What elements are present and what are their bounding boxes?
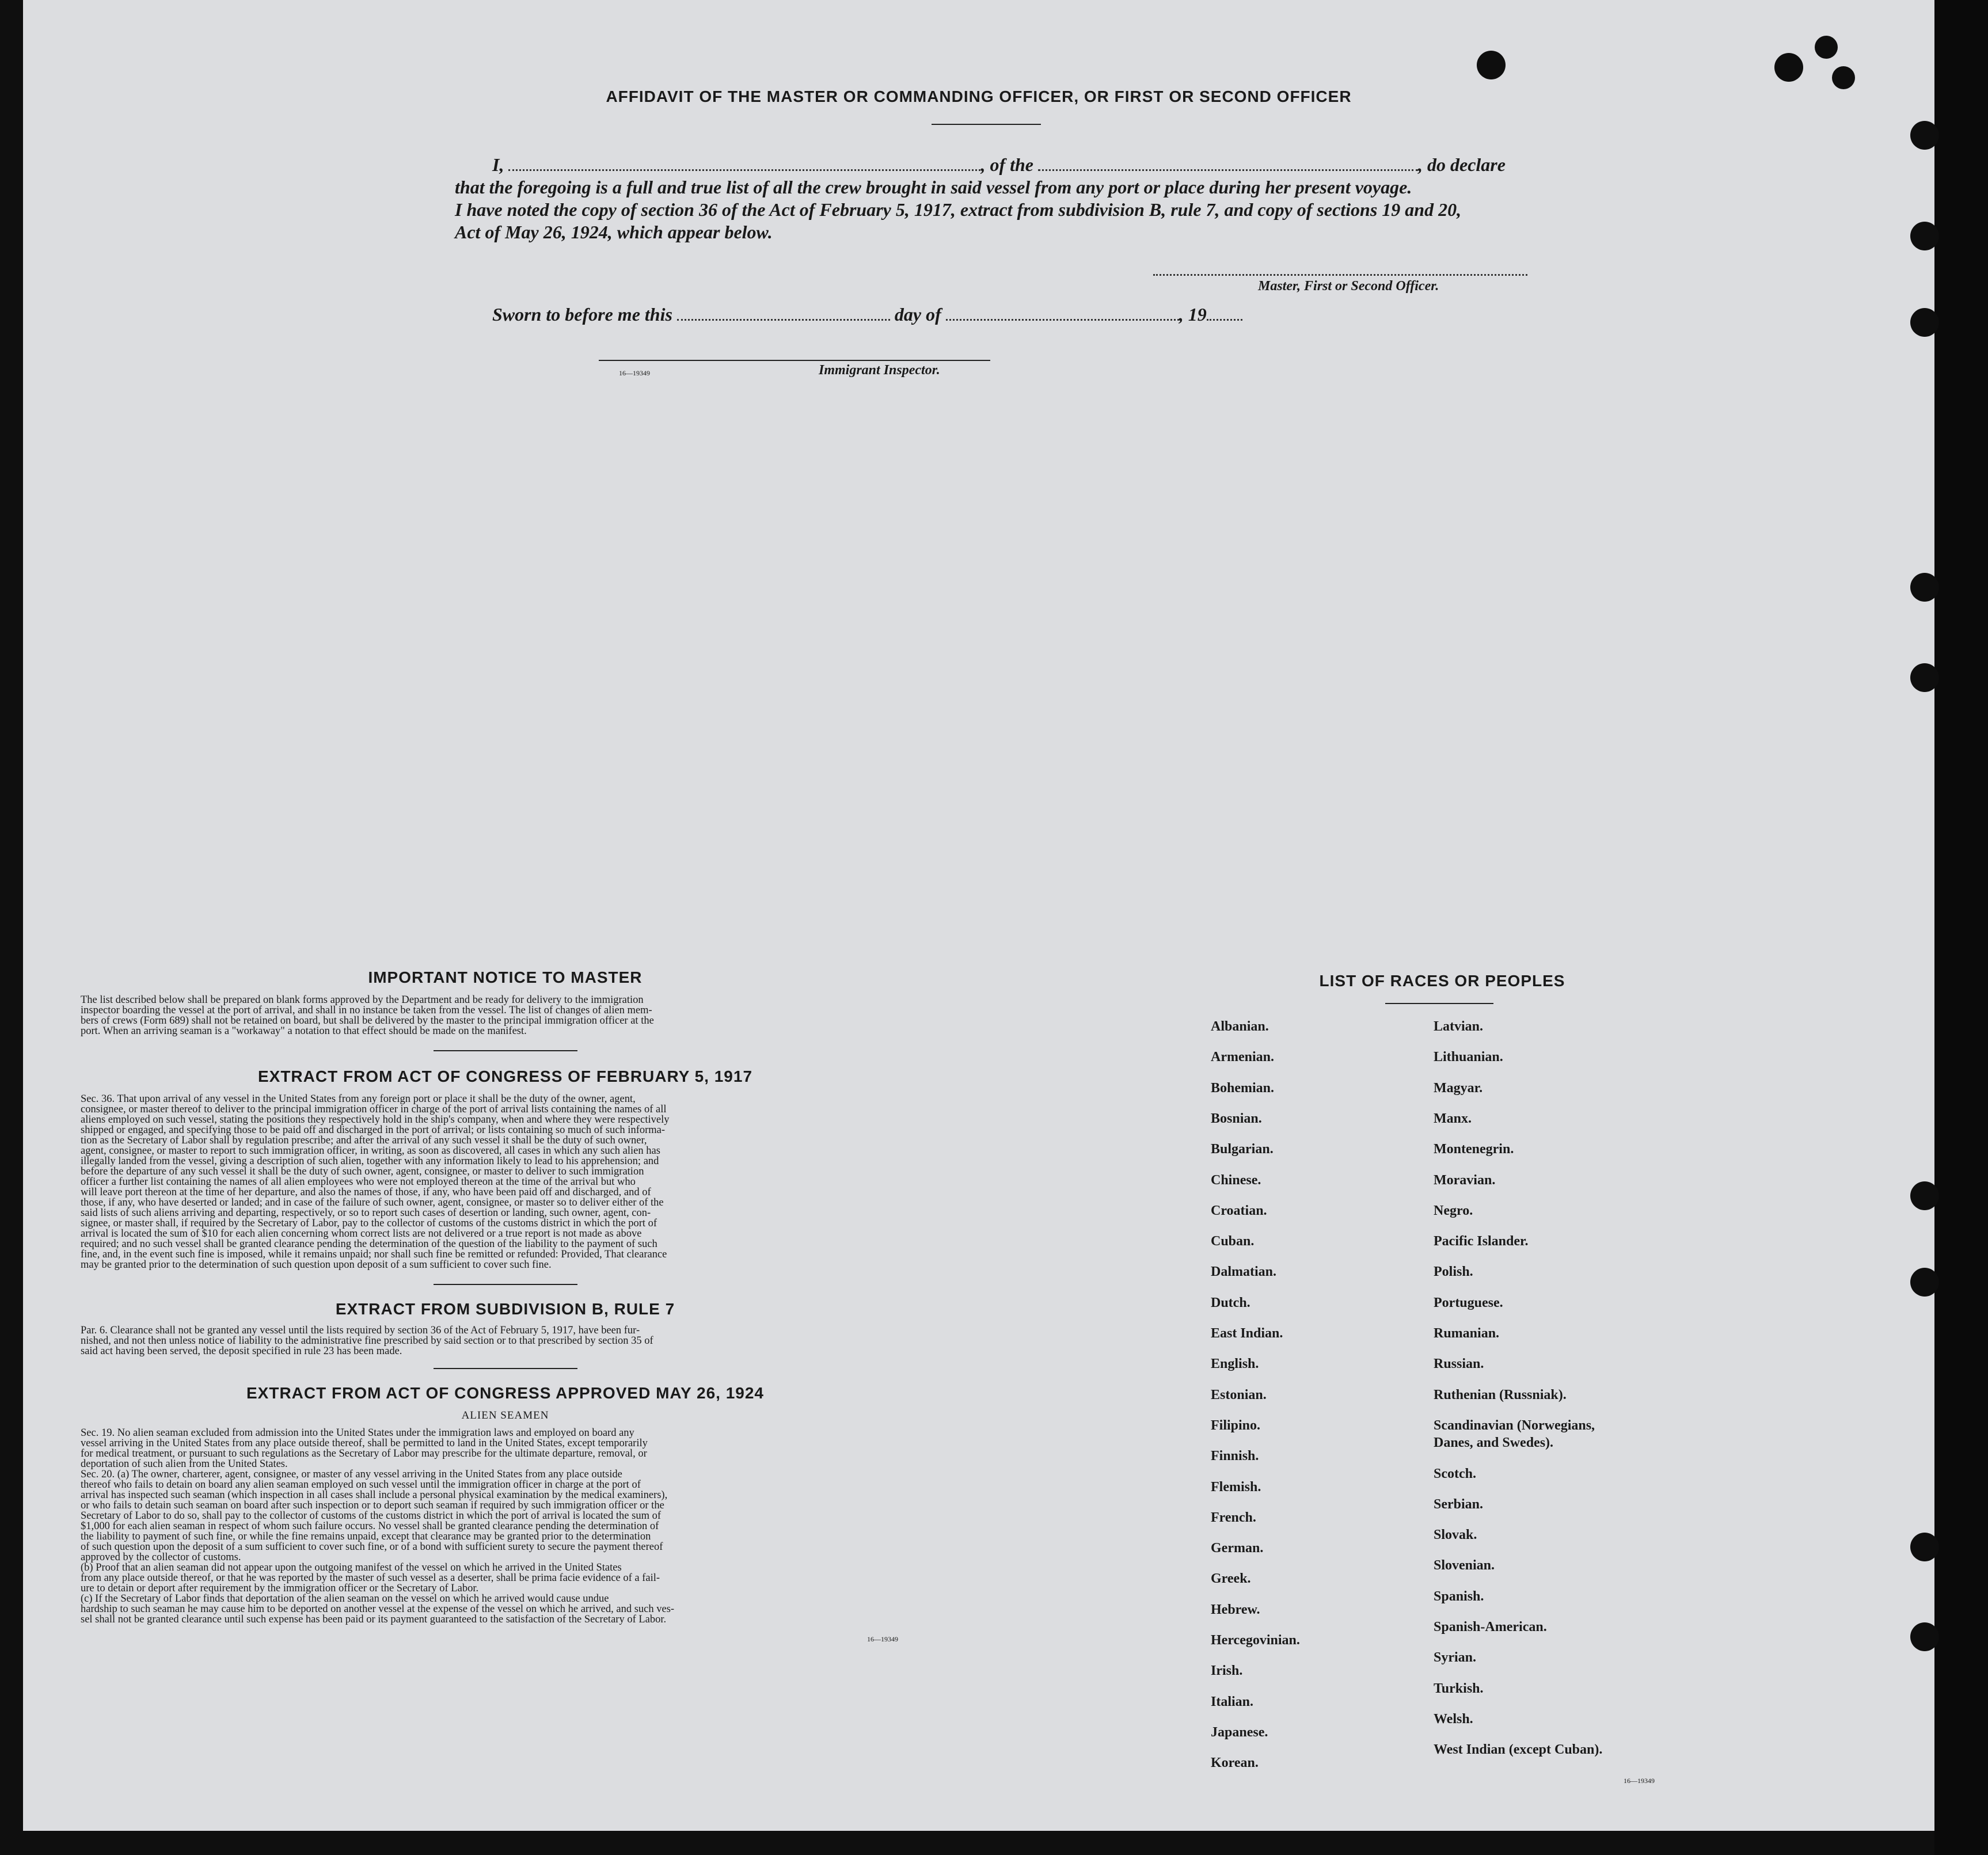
race-item: Slovak. <box>1434 1527 1477 1543</box>
affidavit-title: AFFIDAVIT OF THE MASTER OR COMMANDING OFFICER, OR FIRST OR SECOND OFFICER <box>606 88 1352 105</box>
punch-hole <box>1910 1268 1939 1297</box>
race-item: Manx. <box>1434 1111 1472 1126</box>
punch-hole <box>1815 36 1838 59</box>
race-item: Cuban. <box>1211 1234 1255 1249</box>
text-line: from any place outside thereof, or that he was reported by the master of such vessel as a deserter, shall be prima facie evidence of a fail- <box>81 1573 660 1583</box>
text-line: the liability to payment of such fine, or while the fine remains unpaid, except that clearance may be granted prior to the determination <box>81 1531 651 1542</box>
race-item: Italian. <box>1211 1694 1254 1709</box>
race-item: German. <box>1211 1541 1264 1556</box>
race-item: Welsh. <box>1434 1711 1473 1727</box>
scan-edge <box>1934 0 1988 1855</box>
extract-1917-title: EXTRACT FROM ACT OF CONGRESS OF FEBRUARY 5, 1917 <box>257 1067 753 1085</box>
text-line: signee, or master shall, if required by the Secretary of Labor, pay to the collector of customs of the customs district in which the port of <box>81 1218 657 1229</box>
race-item: Estonian. <box>1211 1387 1267 1402</box>
race-item: Bulgarian. <box>1211 1142 1274 1157</box>
race-item: Korean. <box>1211 1755 1259 1771</box>
extract-1924-text <box>81 1428 930 1625</box>
text-line: inspector boarding the vessel at the port of arrival, and shall in no instance be taken from the vessel. The list of changes of alien mem- <box>81 1005 652 1016</box>
race-item: Greek. <box>1211 1571 1251 1587</box>
text-line: $1,000 for each alien seaman in respect of whom such failure occurs. No vessel shall be granted clearance pending the determination of <box>81 1521 659 1531</box>
inspector-caption: Immigrant Inspector. <box>819 363 940 378</box>
text-line: consignee, or master thereof to deliver to the principal immigration officer in charge of the port of arrival lists containing the names of all <box>81 1104 667 1115</box>
race-item: Finnish. <box>1211 1449 1259 1464</box>
notice-title: IMPORTANT NOTICE TO MASTER <box>368 968 643 986</box>
race-item: Albanian. <box>1211 1019 1269 1034</box>
text-line: or who fails to detain such seaman on board after such inspection or to deport such seaman if required by such immigration officer or the <box>81 1500 664 1511</box>
notice-column <box>81 968 930 1644</box>
document-sheet <box>23 0 1934 1831</box>
race-item: Japanese. <box>1211 1724 1268 1740</box>
text-line: sel shall not be granted clearance until such expense has been paid or its payment guaranteed to the satisfaction of the Secretary of Labor. <box>81 1614 667 1625</box>
race-item: Polish. <box>1434 1264 1473 1280</box>
text-line: port. When an arriving seaman is a "workaway" a notation to that effect should be made on the manifest. <box>81 1026 527 1036</box>
text-line: arrival is located the sum of $10 for each alien concerning whom correct lists are not delivered or a true report is not made as above <box>81 1229 642 1239</box>
race-item: Chinese. <box>1211 1172 1261 1188</box>
race-item: Slovenian. <box>1434 1558 1495 1573</box>
text-line: (b) Proof that an alien seaman did not appear upon the outgoing manifest of the vessel on which he arrived in the United States <box>81 1563 622 1573</box>
text-line: ure to detain or deport after requirement by the immigration officer or the Secretary of Labor. <box>81 1583 479 1594</box>
text-line: thereof who fails to detain on board any alien seaman employed on such vessel until the immigration officer in charge at the port of <box>81 1480 641 1490</box>
text-line: may be granted prior to the determination of such question upon deposit of a sum sufficient to cover such fine. <box>81 1260 552 1270</box>
punch-hole <box>1910 308 1939 337</box>
text-line: Sec. 36. That upon arrival of any vessel in the United States from any foreign port or place it shall be the duty of the owner, agent, <box>81 1094 636 1104</box>
text-line: required; and no such vessel shall be granted clearance pending the determination of the question of the liability to the payment of such <box>81 1239 657 1249</box>
text-line: Sec. 20. (a) The owner, charterer, agent, consignee, or master of any vessel arriving in the United States from any place outside <box>81 1469 622 1480</box>
sworn-label: Sworn to before me this <box>492 304 672 325</box>
text-line: said lists of such aliens arriving and departing, respectively, or so to report such cases of desertion or landing, such owner, agent, con- <box>81 1208 651 1218</box>
day-of-label: day of <box>894 304 941 325</box>
text-line: tion as the Secretary of Labor shall by regulation prescribe; and after the arrival of any such vessel it shall be the duty of such owner, <box>81 1135 647 1146</box>
text-line: officer a further list containing the names of all alien employees who were not employed thereon at the time of the arrival but who <box>81 1177 636 1187</box>
race-item: Russian. <box>1434 1356 1484 1372</box>
year-label: , 19 <box>1179 304 1207 325</box>
text-line: nished, and not then unless notice of liability to the administrative fine prescribed by said section or to that prescribed by section 35 of <box>81 1336 653 1346</box>
text-line: illegally landed from the vessel, giving a description of such alien, together with any information likely to lead to his apprehension; and <box>81 1156 659 1166</box>
punch-hole <box>1774 53 1803 82</box>
race-item: Magyar. <box>1434 1080 1483 1096</box>
punch-hole <box>1910 1181 1939 1210</box>
text-line: said act having been served, the deposit specified in rule 23 has been made. <box>81 1346 402 1356</box>
divider <box>434 1284 577 1285</box>
punch-hole <box>1910 573 1939 602</box>
races-title: LIST OF RACES OR PEOPLES <box>1319 972 1565 990</box>
text-line: agent, consignee, or master to report to such immigration officer, in writing, as soon as discovered, all cases in which any such alien has <box>81 1146 660 1156</box>
race-item: Negro. <box>1434 1203 1473 1218</box>
race-item: Scotch. <box>1434 1466 1476 1481</box>
text-line: aliens employed on such vessel, stating the positions they respectively hold in the ship's company, when and where they were respectively <box>81 1115 670 1125</box>
extract-rule7-title: EXTRACT FROM SUBDIVISION B, RULE 7 <box>335 1300 675 1318</box>
race-item: Bosnian. <box>1211 1111 1262 1126</box>
race-item: East Indian. <box>1211 1326 1283 1341</box>
race-item: Pacific Islander. <box>1434 1234 1529 1249</box>
text-line: hardship to such seaman he may cause him to be deported on another vessel at the expense of the vessel on which he arrived, and such ves- <box>81 1604 675 1614</box>
punch-hole <box>1910 1622 1939 1651</box>
race-item: Portuguese. <box>1434 1295 1503 1310</box>
text-line: Par. 6. Clearance shall not be granted any vessel until the lists required by section 36 of the Act of February 5, 1917, have been fur- <box>81 1325 640 1336</box>
punch-hole <box>1477 51 1506 79</box>
text-line: fine, and, in the event such fine is imposed, while it remains unpaid; nor shall such fine be remitted or refunded: Provided, That clearance <box>81 1249 667 1260</box>
race-item: English. <box>1211 1356 1259 1372</box>
race-item: Moravian. <box>1434 1172 1496 1188</box>
race-item: French. <box>1211 1510 1256 1525</box>
race-item: Spanish-American. <box>1434 1620 1547 1634</box>
text-line: arrival has inspected such seaman (which inspection in all cases shall include a personal physical examination by the medical examiners), <box>81 1490 668 1500</box>
race-item: West Indian (except Cuban). <box>1434 1742 1603 1758</box>
text-line: Sec. 19. No alien seaman excluded from admission into the United States under the immigration laws and employed on board any <box>81 1428 634 1438</box>
declaration-line-1 <box>492 154 1506 176</box>
text-line: bers of crews (Form 689) shall not be retained on board, but shall be delivered by the master to the principal immigration officer at the <box>81 1016 654 1026</box>
master-signature-blank[interactable] <box>1153 266 1527 276</box>
of-the-label: , of the <box>980 154 1033 175</box>
text-line: for medical treatment, or pursuant to such regulations as the Secretary of Labor may prescribe for the ultimate departure, removal, or <box>81 1449 647 1459</box>
text-line: (c) If the Secretary of Labor finds that deportation of the alien seaman on the vessel on which he arrived would cause undue <box>81 1594 609 1604</box>
race-item: Montenegrin. <box>1434 1142 1514 1157</box>
divider <box>434 1050 577 1051</box>
text-line: those, if any, who have deserted or landed; and in case of the failure of such owner, agent, consignee, or master so to deliver either of the <box>81 1198 664 1208</box>
text-line: of such question upon the deposit of a sum sufficient to cover such fine, or of a bond with sufficient surety to secure the payment thereof <box>81 1542 663 1552</box>
sworn-month-blank[interactable] <box>946 307 1179 321</box>
race-item: Irish. <box>1211 1663 1243 1679</box>
punch-hole <box>1910 121 1939 150</box>
year-blank[interactable] <box>1207 307 1242 321</box>
sworn-day-blank[interactable] <box>677 307 890 321</box>
race-item: Hercegovinian. <box>1211 1633 1300 1648</box>
notice-form-number: 16—19349 <box>867 1635 898 1643</box>
text-line: deportation of such alien from the United States. <box>81 1459 288 1469</box>
race-item: Dutch. <box>1211 1295 1250 1310</box>
notice-text <box>81 995 930 1036</box>
extract-1917-text <box>81 1094 930 1270</box>
race-item: Armenian. <box>1211 1050 1274 1065</box>
divider <box>434 1368 577 1369</box>
text-line: vessel arriving in the United States from any place outside thereof, shall be permitted to land in the United States, except temporarily <box>81 1438 648 1449</box>
affidavit-form-number: 16—19349 <box>619 369 650 377</box>
declaration-line-2: that the foregoing is a full and true list of all the crew brought in said vessel from any port or place during her present voyage. <box>455 177 1412 197</box>
race-item: Croatian. <box>1211 1203 1267 1218</box>
text-line: approved by the collector of customs. <box>81 1552 241 1563</box>
title-underline <box>932 124 1041 125</box>
race-item: Dalmatian. <box>1211 1264 1276 1280</box>
race-item: Latvian. <box>1434 1019 1484 1034</box>
race-item: Ruthenian (Russniak). <box>1434 1387 1567 1402</box>
races-form-number: 16—19349 <box>1624 1777 1655 1785</box>
text-line: The list described below shall be prepared on blank forms approved by the Department and be ready for delivery to the immigration <box>81 995 644 1005</box>
races-title-underline <box>1385 1003 1493 1004</box>
race-item: Rumanian. <box>1434 1326 1500 1341</box>
race-item: Flemish. <box>1211 1479 1261 1495</box>
master-caption: Master, First or Second Officer. <box>1258 279 1439 294</box>
race-item: Syrian. <box>1434 1650 1477 1666</box>
race-item: Spanish. <box>1434 1588 1484 1604</box>
race-item: Serbian. <box>1434 1496 1484 1512</box>
race-item: Turkish. <box>1434 1681 1484 1696</box>
race-item: Lithuanian. <box>1434 1050 1503 1065</box>
race-item: Hebrew. <box>1211 1602 1260 1617</box>
text-line: before the departure of any such vessel it shall be the duty of such owner, agent, consignee, or master to deliver to such immigration <box>81 1166 644 1177</box>
punch-hole <box>1832 66 1855 89</box>
sworn-line <box>492 304 1242 325</box>
text-line: Secretary of Labor to do so, shall pay to the collector of customs of the customs district in which the port of arrival is located the sum of <box>81 1511 661 1521</box>
name-blank[interactable] <box>508 158 980 171</box>
punch-hole <box>1910 1533 1939 1561</box>
punch-hole <box>1910 663 1939 692</box>
declaration-line-4: Act of May 26, 1924, which appear below. <box>455 222 773 242</box>
do-declare-label: , do declare <box>1418 154 1506 175</box>
declaration-line-3: I have noted the copy of section 36 of the Act of February 5, 1917, extract from subdivision B, rule 7, and copy of sections 19 and 20, <box>455 199 1462 220</box>
extract-rule7-text <box>81 1325 930 1356</box>
extract-1924-subtitle: ALIEN SEAMEN <box>461 1409 549 1421</box>
extract-1924-title: EXTRACT FROM ACT OF CONGRESS APPROVED MAY 26, 1924 <box>246 1384 764 1402</box>
punch-hole <box>1910 222 1939 250</box>
race-item: Danes, and Swedes). <box>1434 1435 1554 1451</box>
text-line: shipped or engaged, and specifying those to be paid off and discharged in the port of arrival; or lists containing so much of such informa- <box>81 1125 666 1135</box>
inspector-signature-line[interactable] <box>599 360 990 361</box>
race-item: Filipino. <box>1211 1417 1261 1433</box>
i-label: I, <box>492 154 504 175</box>
race-item: Bohemian. <box>1211 1080 1275 1096</box>
vessel-blank[interactable] <box>1038 158 1418 171</box>
text-line: will leave port thereon at the time of her departure, and also the names of those, if any, who have been paid off and discharged, and of <box>81 1187 651 1198</box>
race-item: Scandinavian (Norwegians, <box>1434 1417 1595 1433</box>
